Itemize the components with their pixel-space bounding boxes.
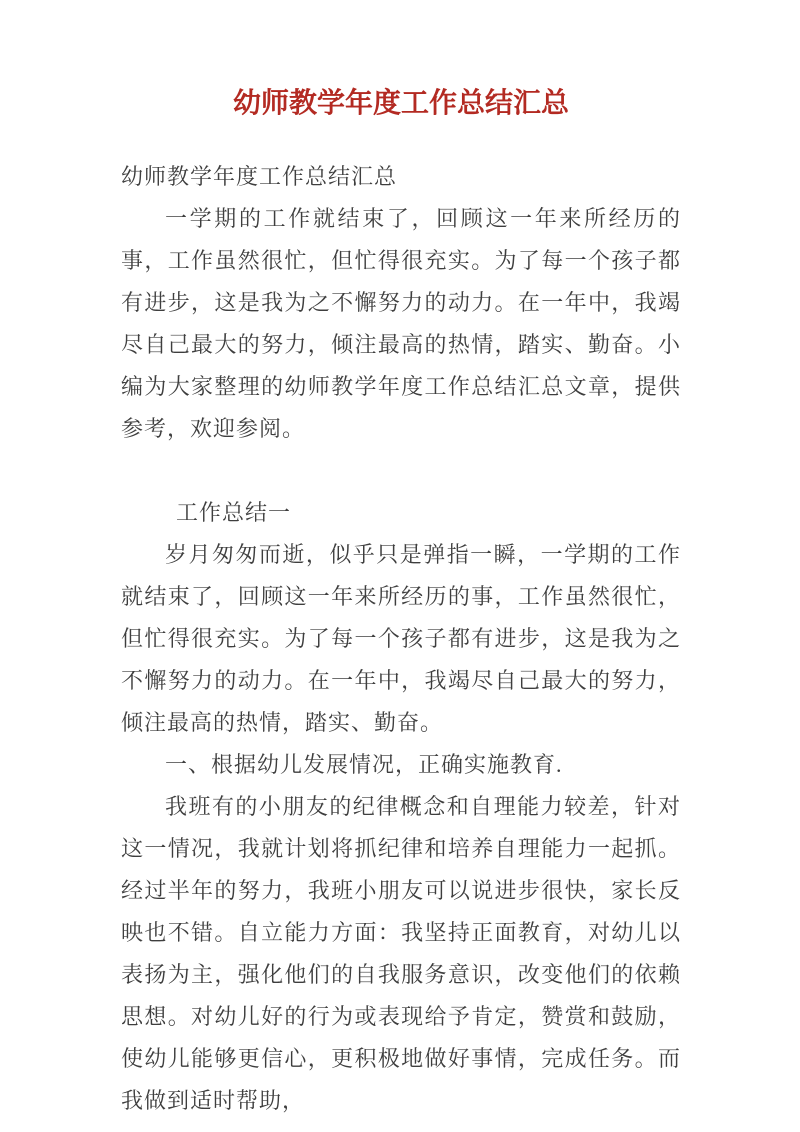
paragraph: 一学期的工作就结束了，回顾这一年来所经历的事，工作虽然很忙，但忙得很充实。为了每一个孩子都有进步，这是我为之不懈努力的动力。在一年中，我竭尽自己最大的努力，倾注最高的热情，踏实、勤奋。小编为大家整理的幼师教学年度工作总结汇总文章，提供参考，欢迎参阅。: [121, 206, 681, 441]
paragraph: 岁月匆匆而逝，似乎只是弹指一瞬，一学期的工作就结束了，回顾这一年来所经历的事，工作虽然很忙，但忙得很充实。为了每一个孩子都有进步，这是我为之不懈努力的动力。在一年中，我竭尽自己最大的努力，倾注最高的热情，踏实、勤奋。: [121, 542, 681, 735]
document-title: 幼师教学年度工作总结汇总: [232, 88, 569, 119]
paragraph: 我班有的小朋友的纪律概念和自理能力较差，针对这一情况，我就计划将抓纪律和培养自理能力一起抓。经过半年的努力，我班小朋友可以说进步很快，家长反映也不错。自立能力方面：我坚持正面教育，对幼儿以表扬为主，强化他们的自我服务意识，改变他们的依赖思想。对幼儿好的行为或表现给予肯定，赞赏和鼓励，使幼儿能够更信心，更积极地做好事情，完成任务。而我做到适时帮助，: [121, 794, 681, 1113]
document-body: [121, 156, 681, 1122]
paragraph: 工作总结一: [176, 500, 292, 525]
paragraph: 一、根据幼儿发展情况，正确实施教育.: [165, 752, 563, 777]
paragraph: 幼师教学年度工作总结汇总: [121, 164, 398, 189]
blank-line: [121, 450, 681, 492]
